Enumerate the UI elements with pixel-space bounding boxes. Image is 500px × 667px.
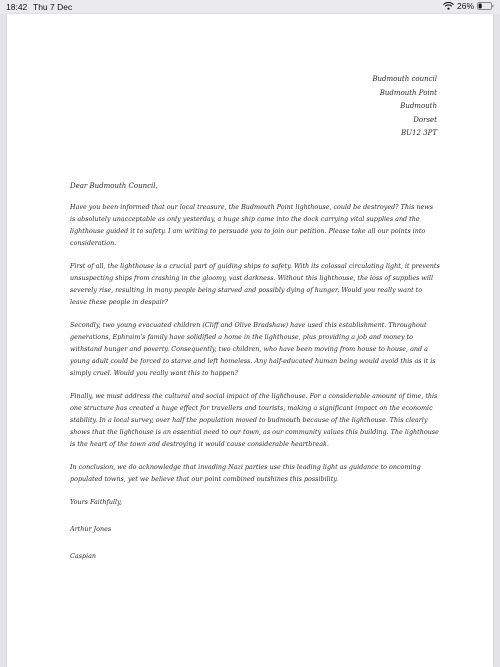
signature-name: Caspian xyxy=(70,552,97,560)
address-line: Budmouth Point xyxy=(379,88,437,97)
paragraph: Secondly, two young evacuated children (Cliff and Olive Bradshaw) have used this establishment. Throughout generations, Ephraim's family have solidified a home in the lighthouse, plus providing a job and money to withstand hunger and poverty. Consequently, two children, who have been moving from house to house, and a young adult could be forced to starve and left homeless. Any half-educated human being would avoid this as it is simply cruel. Would you really want this to happen? xyxy=(70,321,436,377)
recipient-address xyxy=(372,73,437,141)
paragraph: First of all, the lighthouse is a crucial part of guiding ships to safety. With its colossal circulating light, it prevents unsuspecting ships from crashing in the gloomy, vast darkness. Without this lighthouse, the loss of supplies will severely rise, resulting in many people being starved and possibly dying of hunger. Would you really want to leave these people in despair? xyxy=(70,262,440,306)
paragraph: Finally, we must address the cultural and social impact of the lighthouse. For a considerable amount of time, this one structure has created a huge effect for travellers and tourists, making a significant impact on the economic stability. In a local survey, over half the population moved to budmouth because of the lighthouse. This clearly shows that the lighthouse is an essential need to our town, as our community values this building. The lighthouse is the heart of the town and destroying it would cause considerable heartbreak. xyxy=(70,392,439,448)
address-line: Budmouth council xyxy=(372,75,437,83)
closing-block xyxy=(70,496,440,562)
address-line: Dorset xyxy=(413,115,437,124)
battery-percent: 26% xyxy=(456,1,474,11)
salutation: Dear Budmouth Council, xyxy=(70,182,158,190)
wifi-icon xyxy=(443,2,454,10)
battery-icon xyxy=(477,2,494,10)
address-line: BU12 3PT xyxy=(400,129,437,138)
paragraph: In conclusion, we do acknowledge that invading Nazi parties use this leading light as guidance to oncoming populated towns, yet we believe that our point combined outshines this possibility. xyxy=(70,463,421,483)
status-bar xyxy=(0,0,500,14)
signature-name: Arthur Jones xyxy=(70,525,112,533)
letter-page xyxy=(7,14,493,667)
letter-body xyxy=(70,180,440,577)
closing: Yours Faithfully, xyxy=(70,498,122,506)
paragraph: Have you been informed that our local treasure, the Budmouth Point lighthouse, could be destroyed? This news is absolutely unacceptable as only yesterday, a huge ship came into the dock carrying vital supplies and the lighthouse guided it to safety. I am writing to persuade you to join our petition. Please take all our points into consideration. xyxy=(70,203,434,247)
address-line: Budmouth xyxy=(400,102,437,111)
status-time: 18:42 xyxy=(6,2,28,12)
status-indicators xyxy=(443,1,494,11)
status-date: Thu 7 Dec xyxy=(33,2,73,12)
battery-fill xyxy=(479,4,482,9)
